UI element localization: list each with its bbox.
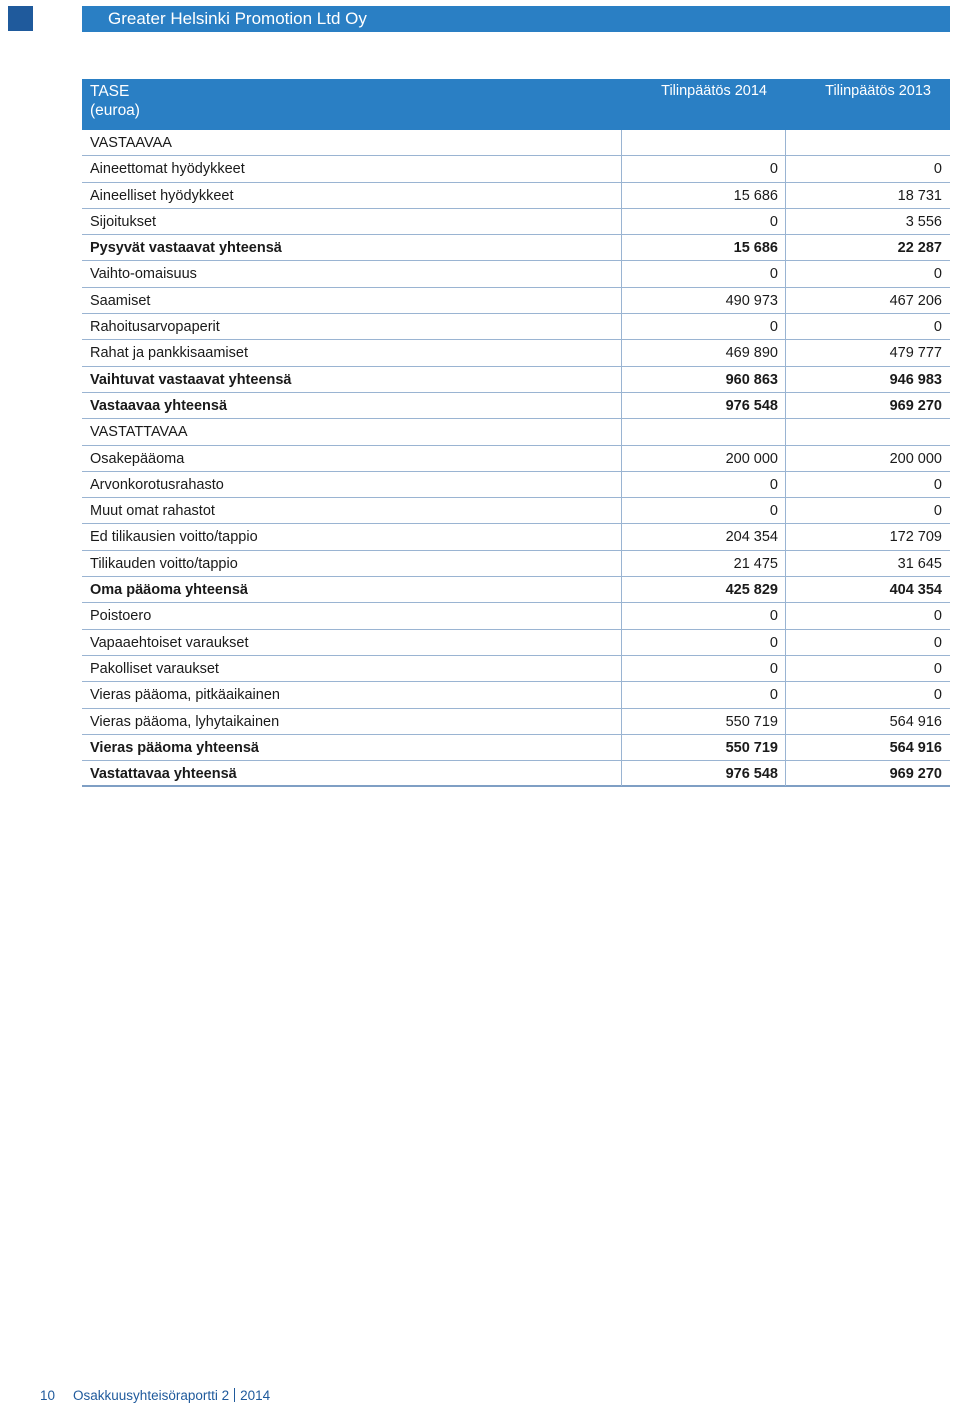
table-row — [82, 709, 950, 735]
table-row — [82, 735, 950, 761]
row-label: Sijoitukset — [90, 213, 157, 230]
value-2013: 467 206 — [889, 292, 942, 309]
row-label: Pysyvät vastaavat yhteensä — [90, 240, 282, 257]
value-2014: 15 686 — [733, 187, 778, 204]
table-row — [82, 551, 950, 577]
column-divider — [621, 130, 622, 156]
column-divider — [621, 419, 622, 445]
row-label: Saamiset — [90, 292, 151, 309]
value-2013: 564 916 — [889, 739, 942, 756]
row-label: Pakolliset varaukset — [90, 660, 219, 677]
table-row — [82, 314, 950, 340]
value-2013: 479 777 — [889, 345, 942, 362]
table-row — [82, 761, 950, 787]
value-2013: 0 — [933, 608, 942, 625]
table-row — [82, 209, 950, 235]
row-label: Vastattavaa yhteensä — [90, 766, 237, 783]
row-label: Oma pääoma yhteensä — [90, 582, 248, 599]
row-label: Vastaavaa yhteensä — [90, 397, 228, 414]
row-label: VASTAAVAA — [90, 135, 172, 151]
value-2013: 0 — [933, 266, 942, 283]
value-2013: 172 709 — [889, 529, 942, 546]
table-row — [82, 235, 950, 261]
row-label: Vieras pääoma, pitkäaikainen — [90, 687, 280, 704]
value-2014: 0 — [769, 634, 778, 651]
table-row — [82, 183, 950, 209]
table-row — [82, 130, 950, 156]
row-label: Tilikauden voitto/tappio — [90, 555, 238, 572]
column-divider — [785, 419, 786, 445]
value-2013: 969 270 — [889, 766, 942, 783]
value-2014: 976 548 — [725, 397, 778, 414]
value-2013: 3 556 — [905, 213, 942, 230]
value-2014: 0 — [769, 319, 778, 336]
value-2014: 0 — [769, 161, 778, 178]
table-row — [82, 261, 950, 287]
value-2013: 200 000 — [889, 450, 942, 467]
page-footer — [40, 1388, 270, 1403]
value-2014: 0 — [769, 687, 778, 704]
row-label: Vieras pääoma yhteensä — [90, 739, 259, 756]
value-2014: 0 — [769, 266, 778, 283]
value-2013: 22 287 — [897, 240, 942, 257]
table-row — [82, 288, 950, 314]
table-row — [82, 472, 950, 498]
table-title-line2: (euroa) — [90, 102, 140, 119]
row-label: Rahoitusarvopaperit — [90, 319, 220, 336]
value-2013: 18 731 — [897, 187, 942, 204]
value-2013: 0 — [933, 161, 942, 178]
value-2013: 0 — [933, 319, 942, 336]
column-divider — [785, 130, 786, 156]
row-label: Poistoero — [90, 608, 152, 625]
table-row — [82, 577, 950, 603]
value-2013: 946 983 — [889, 371, 942, 388]
row-label: Vapaaehtoiset varaukset — [90, 634, 249, 651]
value-2014: 204 354 — [725, 529, 778, 546]
value-2014: 0 — [769, 503, 778, 520]
row-label: Muut omat rahastot — [90, 503, 215, 520]
table-title-line1: TASE — [90, 83, 130, 100]
row-label: Ed tilikausien voitto/tappio — [90, 529, 258, 546]
value-2013: 0 — [933, 660, 942, 677]
value-2013: 404 354 — [889, 582, 942, 599]
table-row — [82, 156, 950, 182]
row-label: Aineettomat hyödykkeet — [90, 161, 245, 178]
balance-sheet-rows — [82, 130, 950, 787]
value-2014: 0 — [769, 608, 778, 625]
column-header-2013: Tilinpäätös 2013 — [825, 83, 931, 99]
value-2014: 550 719 — [725, 713, 778, 730]
value-2014: 425 829 — [725, 582, 778, 599]
table-row — [82, 340, 950, 366]
table-row — [82, 367, 950, 393]
balance-sheet-header — [82, 79, 950, 130]
value-2013: 0 — [933, 634, 942, 651]
table-row — [82, 446, 950, 472]
value-2014: 960 863 — [725, 371, 778, 388]
value-2014: 0 — [769, 660, 778, 677]
column-header-2014: Tilinpäätös 2014 — [661, 83, 767, 99]
value-2013: 564 916 — [889, 713, 942, 730]
row-label: Vieras pääoma, lyhytaikainen — [90, 713, 280, 730]
row-label: Vaihtuvat vastaavat yhteensä — [90, 371, 292, 388]
value-2013: 0 — [933, 476, 942, 493]
table-row — [82, 630, 950, 656]
value-2014: 469 890 — [725, 345, 778, 362]
row-label: Rahat ja pankkisaamiset — [90, 345, 248, 362]
table-row — [82, 682, 950, 708]
value-2014: 550 719 — [725, 739, 778, 756]
value-2013: 31 645 — [897, 555, 942, 572]
row-label: Aineelliset hyödykkeet — [90, 187, 234, 204]
table-title — [90, 82, 290, 120]
footer-divider — [234, 1388, 235, 1402]
value-2014: 15 686 — [733, 240, 778, 257]
table-row — [82, 603, 950, 629]
value-2014: 21 475 — [733, 555, 778, 572]
value-2014: 0 — [769, 476, 778, 493]
row-label: Arvonkorotusrahasto — [90, 476, 224, 493]
table-row — [82, 524, 950, 550]
row-label: VASTATTAVAA — [90, 424, 188, 441]
company-name: Greater Helsinki Promotion Ltd Oy — [108, 9, 367, 28]
value-2014: 976 548 — [725, 766, 778, 783]
table-row — [82, 419, 950, 445]
value-2014: 200 000 — [725, 450, 778, 467]
table-row — [82, 393, 950, 419]
value-2013: 969 270 — [889, 397, 942, 414]
row-label: Osakepääoma — [90, 450, 185, 467]
report-year: 2014 — [240, 1388, 271, 1403]
company-title-bar — [82, 6, 950, 32]
page-number: 10 — [40, 1388, 56, 1403]
value-2014: 490 973 — [725, 292, 778, 309]
value-2013: 0 — [933, 687, 942, 704]
table-row — [82, 498, 950, 524]
value-2013: 0 — [933, 503, 942, 520]
table-row — [82, 656, 950, 682]
value-2014: 0 — [769, 213, 778, 230]
report-name: Osakkuusyhteisöraportti 2 — [73, 1388, 230, 1403]
corner-marker — [8, 6, 33, 31]
row-label: Vaihto-omaisuus — [90, 266, 197, 283]
